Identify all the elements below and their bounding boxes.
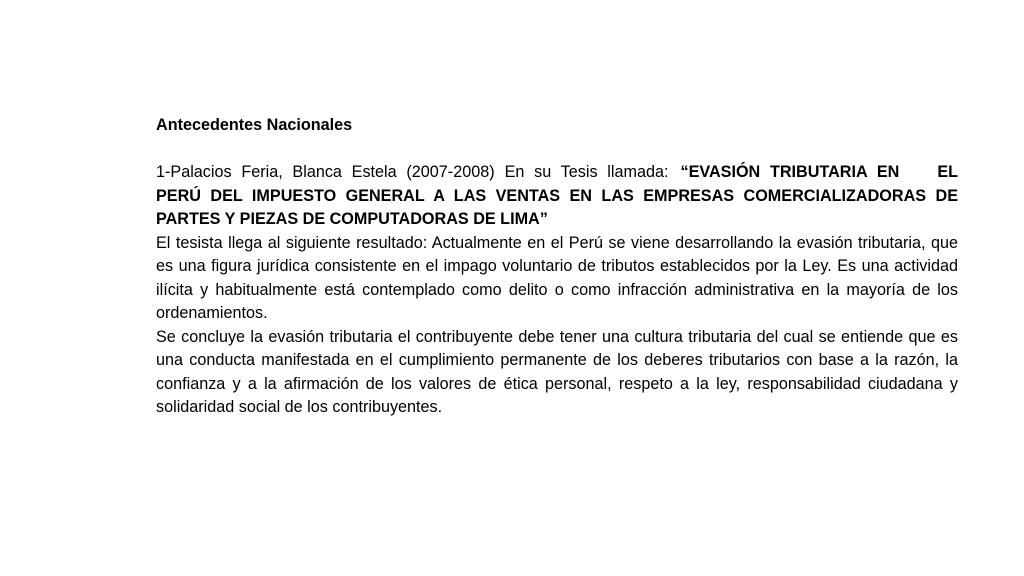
conclusion-paragraph: Se concluye la evasión tributaria el contribuyente debe tener una cultura tributaria del cual se entiende que es una conducta manifestada en el cumplimiento permanente de los deberes tributarios con base a la razón, la confianza y a la afirmación de los valores de ética personal, respeto a la ley, responsabilidad ciudadana y solidaridad social de los contribuyentes. xyxy=(156,327,958,416)
result-paragraph: El tesista llega al siguiente resultado: Actualmente en el Perú se viene desarrollando la evasión tributaria, que es una figura jurídica consistente en el impago voluntario de tributos establecidos por la Ley. Es una actividad ilícita y habitualmente está contemplado como delito o como infracción administrativa en la mayoría de los ordenamientos. xyxy=(156,233,958,322)
blank-line xyxy=(156,138,958,162)
thesis-title-start: “EVASIÓN TRIBUTARIA EN xyxy=(680,163,900,181)
citation-paragraph xyxy=(156,161,958,232)
thesis-title-rest: EL PERÚ DEL IMPUESTO GENERAL A LAS VENTAS EN LAS EMPRESAS COMERCIALIZADORAS DE PARTES Y PIEZAS DE COMPUTADORAS DE LIMA” xyxy=(156,163,958,228)
citation-author: 1-Palacios Feria, Blanca Estela (2007-2008) xyxy=(156,163,495,181)
section-heading: Antecedentes Nacionales xyxy=(156,116,353,134)
citation-intro: En su Tesis llamada: xyxy=(504,163,669,181)
text-body xyxy=(156,114,958,420)
